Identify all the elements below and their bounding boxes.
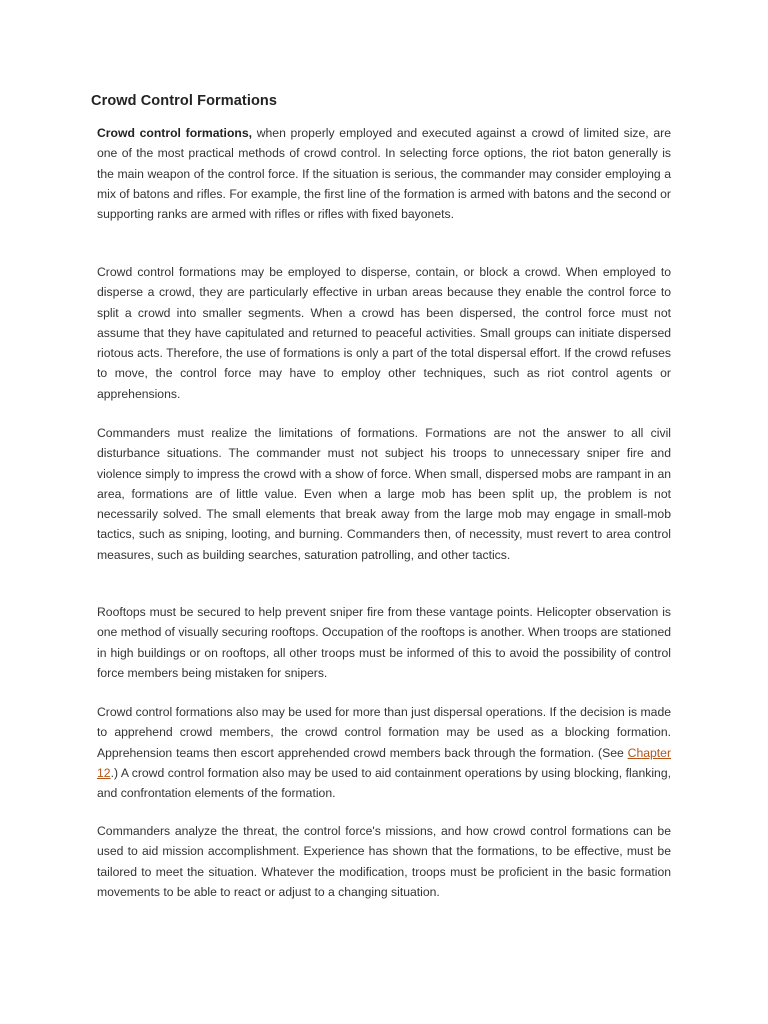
chapter-12-link[interactable]: Chapter 12	[97, 745, 671, 780]
paragraph-1-lead: Crowd control formations,	[97, 126, 252, 140]
paragraph-6: Commanders analyze the threat, the control force's missions, and how crowd control formations can be used to aid mission accomplishment. Experience has shown that the formations, to be effective, must be tailored to meet the situation. Whatever the modification, troops must be proficient in the basic formation movements to be able to react or adjust to a changing situation.	[97, 824, 671, 899]
page-title: Crowd Control Formations	[91, 93, 278, 109]
paragraph-3: Commanders must realize the limitations of formations. Formations are not the answer to all civil disturbance situations. The commander must not subject his troops to unnecessary sniper fire and violence simply to impress the crowd with a show of force. When small, dispersed mobs are rampant in an area, formations are of little value. Even when a large mob has been split up, the problem is not necessarily solved. The small elements that break away from the large mob may engage in small-mob tactics, such as sniping, looting, and burning. Commanders then, of necessity, must revert to area control measures, such as building searches, saturation patrolling, and other tactics.	[97, 426, 671, 562]
paragraph-4: Rooftops must be secured to help prevent sniper fire from these vantage points. Helicopter observation is one method of visually securing rooftops. Occupation of the rooftops is another. When troops are stationed in high buildings or on rooftops, all other troops must be informed of this to avoid the possibility of control force members being mistaken for snipers.	[97, 605, 671, 680]
paragraph-5-text-before: Crowd control formations also may be used for more than just dispersal operations. If the decision is made to apprehend crowd members, the crowd control formation may be used as a blocking formation. Apprehension teams then escort apprehended crowd members back through the formation. (See	[97, 705, 671, 760]
paragraph-5-text-after: .) A crowd control formation also may be used to aid containment operations by using blocking, flanking, and confrontation elements of the formation.	[97, 765, 671, 801]
paragraph-2: Crowd control formations may be employed to disperse, contain, or block a crowd. When employed to disperse a crowd, they are particularly effective in urban areas because they enable the control force to split a crowd into smaller segments. When a crowd has been dispersed, the control force must not assume that they have capitulated and returned to peaceful activities. Small groups can initiate dispersed riotous acts. Therefore, the use of formations is only a part of the total dispersal effort. If the crowd refuses to move, the control force may have to employ other techniques, such as riot control agents or apprehensions.	[97, 265, 671, 401]
paragraph-1	[97, 123, 671, 224]
paragraph-1-text: when properly employed and executed against a crowd of limited size, are one of the most practical methods of crowd control. In selecting force options, the riot baton generally is the main weapon of the control force. If the situation is serious, the commander may consider employing a mix of batons and rifles. For example, the first line of the formation is armed with batons and the second or supporting ranks are armed with rifles or rifles with fixed bayonets.	[97, 126, 671, 222]
paragraph-5	[97, 702, 671, 803]
